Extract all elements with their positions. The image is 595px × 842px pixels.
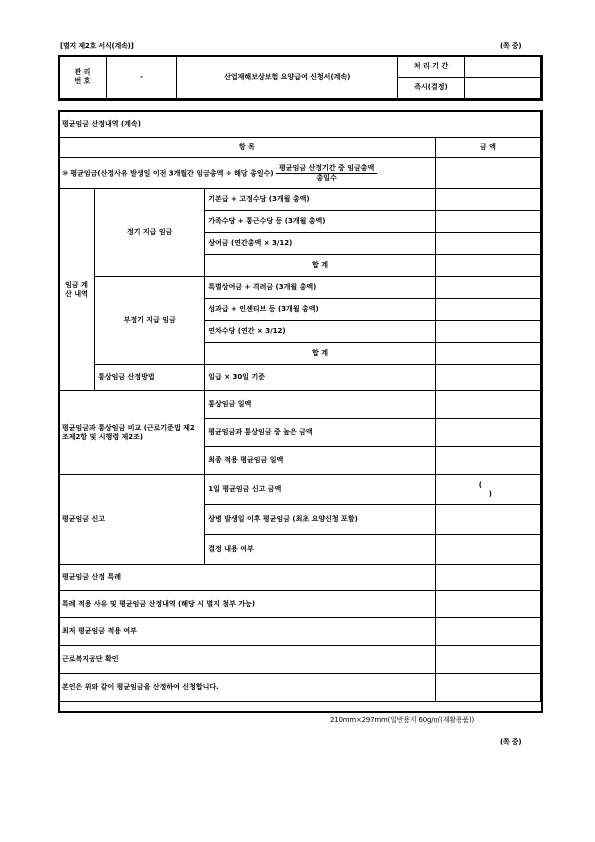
amount-cell[interactable] [435, 343, 540, 365]
amount-cell[interactable] [435, 211, 540, 233]
group3-row: 일급 × 30일 기준 [205, 365, 435, 391]
group1-total-label: 합 계 [205, 255, 435, 277]
amount-cell[interactable] [435, 618, 540, 646]
amount-cell[interactable] [435, 277, 540, 299]
amount-cell[interactable] [435, 365, 540, 391]
special-calc-row: 평균임금 산정 특례 [59, 565, 436, 591]
form-number: [별지 제2호 서식(계속)] [60, 42, 134, 50]
report-row: 상병 발생일 이후 평균임금 (최초 요양신청 포함) [205, 505, 435, 535]
special-reason-row: 특례 적용 사유 및 평균임금 산정내역 (해당 시 별지 첨부 가능) [59, 591, 436, 618]
amount-cell[interactable] [435, 233, 540, 255]
page-indicator-bottom: (쪽 중) [500, 738, 522, 746]
comparison-label: 평균임금과 통상임금 비교 (근로기준법 제2조제2항 및 시행령 제2조) [59, 391, 205, 475]
processing-period-value [464, 56, 540, 78]
processing-type-label: 즉시(결정) [398, 77, 464, 99]
formula-numerator: 평균임금 산정기간 중 임금총액 [276, 164, 377, 174]
amount-cell[interactable] [435, 391, 540, 419]
amount-cell[interactable] [435, 535, 540, 565]
agency-confirm-row: 근로복지공단 확인 [59, 646, 436, 674]
declaration-row: 본인은 위와 같이 평균임금을 산정하여 신청합니다. [59, 674, 436, 702]
amount-cell[interactable] [435, 447, 540, 475]
amount-cell[interactable] [435, 646, 540, 674]
formula-row [59, 158, 436, 189]
report-label: 평균임금 신고 [59, 475, 205, 565]
group1-row: 상여금 (연간총액 × 3/12) [205, 233, 435, 255]
report-row: 1일 평균임금 신고 금액 [205, 475, 435, 505]
main-table [58, 110, 541, 702]
group2-row: 특별상여금 + 격려금 (3개월 총액) [205, 277, 435, 299]
minimum-wage-row: 최저 평균임금 적용 여부 [59, 618, 436, 646]
amount-cell[interactable] [435, 321, 540, 343]
group-ordinary-label: 통상임금 산정방법 [95, 365, 205, 391]
amount-cell[interactable] [435, 299, 540, 321]
group-regular-label: 정기 지급 임금 [95, 189, 205, 277]
comparison-row: 통상임금 일액 [205, 391, 435, 419]
comparison-row: 최종 적용 평균임금 일액 [205, 447, 435, 475]
column-item-header: 항 목 [59, 138, 436, 158]
group1-row: 가족수당 + 통근수당 등 (3개월 총액) [205, 211, 435, 233]
amount-cell[interactable] [435, 419, 540, 447]
group1-row: 기본급 + 고정수당 (3개월 총액) [205, 189, 435, 211]
group2-row: 연차수당 (연간 × 3/12) [205, 321, 435, 343]
formula-amount-cell[interactable] [435, 158, 540, 189]
paper-size-note: 210mm×297mm(일반용지 60g/㎡(재활용품)) [330, 716, 475, 724]
page-indicator-top: (쪽 중) [500, 42, 522, 50]
section-title: 평균임금 산정내역 (계속) [59, 111, 541, 138]
form-title: 산업재해보상보험 요양급여 신청서(계속) [177, 56, 398, 99]
group2-total-label: 합 계 [205, 343, 435, 365]
side-label: 임금 계산 내역 [59, 189, 95, 391]
mgmt-label: 관 리 번 호 [59, 56, 107, 99]
formula-label: ⑩ 평균임금(산정사유 발생일 이전 3개월간 임금총액 ÷ 해당 총일수) [62, 169, 274, 177]
mgmt-number: - [106, 56, 176, 99]
report-amount-cell[interactable]: ( ) [435, 475, 540, 505]
processing-period-label: 처 리 기 간 [398, 56, 464, 78]
amount-cell[interactable] [435, 565, 540, 591]
amount-cell[interactable] [435, 189, 540, 211]
amount-cell[interactable] [435, 591, 540, 618]
group2-row: 성과급 + 인센티브 등 (3개월 총액) [205, 299, 435, 321]
report-row: 결정 내용 여부 [205, 535, 435, 565]
formula-fraction [276, 164, 377, 183]
comparison-row: 평균임금과 통상임금 중 높은 금액 [205, 419, 435, 447]
amount-cell[interactable] [435, 255, 540, 277]
header-table [58, 55, 541, 99]
amount-cell[interactable] [435, 674, 540, 702]
group-irregular-label: 부정기 지급 임금 [95, 277, 205, 365]
formula-denominator: 총일수 [316, 173, 337, 182]
column-amount-header: 금 액 [435, 138, 540, 158]
processing-type-value [464, 77, 540, 99]
amount-cell[interactable] [435, 505, 540, 535]
